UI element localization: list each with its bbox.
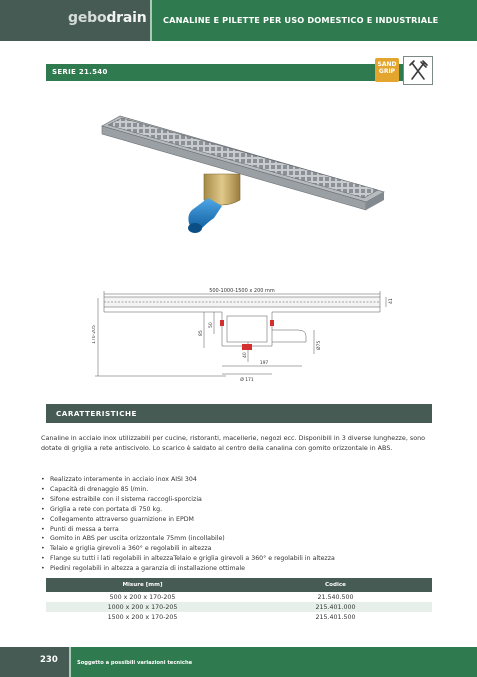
feature-item: [41, 534, 436, 544]
dim-75: Ø75: [317, 340, 322, 350]
table-row: [46, 592, 432, 602]
column-header-size: Misure [mm]: [46, 578, 239, 592]
column-header-code: Codice: [239, 578, 432, 592]
sand-grip-line1: SAND: [377, 61, 397, 68]
table-row: [46, 612, 432, 622]
bullet-dot: •: [41, 565, 45, 573]
feature-item: [41, 515, 436, 525]
bullet-dot: •: [41, 545, 45, 553]
dim-length: 500-1000-1500 x 200 mm: [209, 288, 275, 294]
dim-197: 197: [259, 361, 269, 366]
brand-part1: gebo: [68, 10, 107, 26]
feature-text: Flange su tutti i lati regolabili in altezzaTelaio e griglia girevoli a 360° e regolabili in altezza: [50, 555, 335, 563]
feature-text: Realizzato interamente in acciaio inox AISI 304: [50, 476, 197, 483]
cell-size: 500 x 200 x 170-205: [109, 593, 176, 601]
footer-divider: [69, 647, 71, 677]
feature-text: Griglia a rete con portata di 750 kg.: [50, 505, 163, 513]
bullet-dot: •: [41, 515, 45, 523]
feature-item: [41, 505, 436, 515]
product-table: [46, 578, 432, 622]
feature-text: Punti di messa a terra: [50, 525, 119, 533]
dim-171: Ø 171: [240, 378, 254, 383]
bullet-dot: •: [41, 535, 45, 543]
feature-text: Telaio e griglia girevoli a 360° e regolabili in altezza: [50, 545, 212, 553]
fork-knife-icon: [403, 56, 433, 85]
sand-grip-line2: GRIP: [378, 68, 396, 75]
bullet-dot: •: [41, 485, 45, 493]
technical-drawing: [92, 286, 402, 384]
table-header-row: [46, 578, 432, 592]
feature-text: Capacità di drenaggio 85 l/min.: [50, 485, 149, 493]
page-title: CANALINE E PILETTE PER USO DOMESTICO E INDUSTRIALE: [163, 15, 439, 25]
header-divider: [150, 0, 152, 41]
product-description: Canaline in acciaio inox utilizzabili per cucine, ristoranti, macellerie, negozi ecc. Disponibili in 3 diverse lunghezze, sono dotate di griglia a rete antiscivolo. Lo scarico è saldato al centro della canalina con gomito orizzontale in ABS.: [41, 434, 426, 453]
dim-85: 85: [199, 330, 204, 336]
feature-text: Sifone estraibile con il sistema raccogli-sporcizia: [50, 495, 202, 503]
feature-item: [41, 564, 436, 574]
feature-item: [41, 554, 436, 564]
dim-40: 40: [243, 352, 248, 358]
feature-text: Piedini regolabili in altezza a garanzia di installazione ottimale: [50, 565, 245, 573]
cell-code: 21.540.500: [317, 593, 354, 601]
feature-item: [41, 475, 436, 485]
bullet-dot: •: [41, 525, 45, 533]
product-image: [96, 98, 396, 258]
series-label: SERIE 21.540: [52, 68, 108, 76]
dim-41: 41: [389, 298, 394, 304]
dim-height: 170-205: [92, 325, 97, 344]
sand-grip-text: [375, 61, 399, 75]
brand-part2: drain: [106, 10, 147, 26]
brand-logo: [68, 10, 147, 26]
dim-50: 50: [209, 322, 214, 328]
feature-item: [41, 495, 436, 505]
bullet-dot: •: [41, 476, 45, 483]
feature-text: Collegamento attraverso guarnizione in EPDM: [50, 515, 194, 523]
bullet-dot: •: [41, 555, 45, 563]
bullet-dot: •: [41, 495, 45, 503]
feature-list: [41, 475, 436, 574]
page-number: 230: [40, 655, 58, 665]
footer-left-panel: [0, 647, 69, 677]
feature-item: [41, 525, 436, 535]
cell-code: 215.401.500: [315, 613, 356, 621]
feature-item: [41, 485, 436, 495]
table-row: [46, 602, 432, 612]
characteristics-title: CARATTERISTICHE: [56, 409, 137, 418]
feature-text: Gomito in ABS per uscita orizzontale 75mm (incollabile): [50, 535, 225, 543]
feature-item: [41, 544, 436, 554]
cell-size: 1500 x 200 x 170-205: [107, 613, 178, 621]
cell-size: 1000 x 200 x 170-205: [46, 602, 239, 612]
footer-note: Soggetto a possibili variazioni tecniche: [77, 660, 193, 666]
bullet-dot: •: [41, 505, 45, 513]
cell-code: 215.401.000: [239, 602, 432, 612]
